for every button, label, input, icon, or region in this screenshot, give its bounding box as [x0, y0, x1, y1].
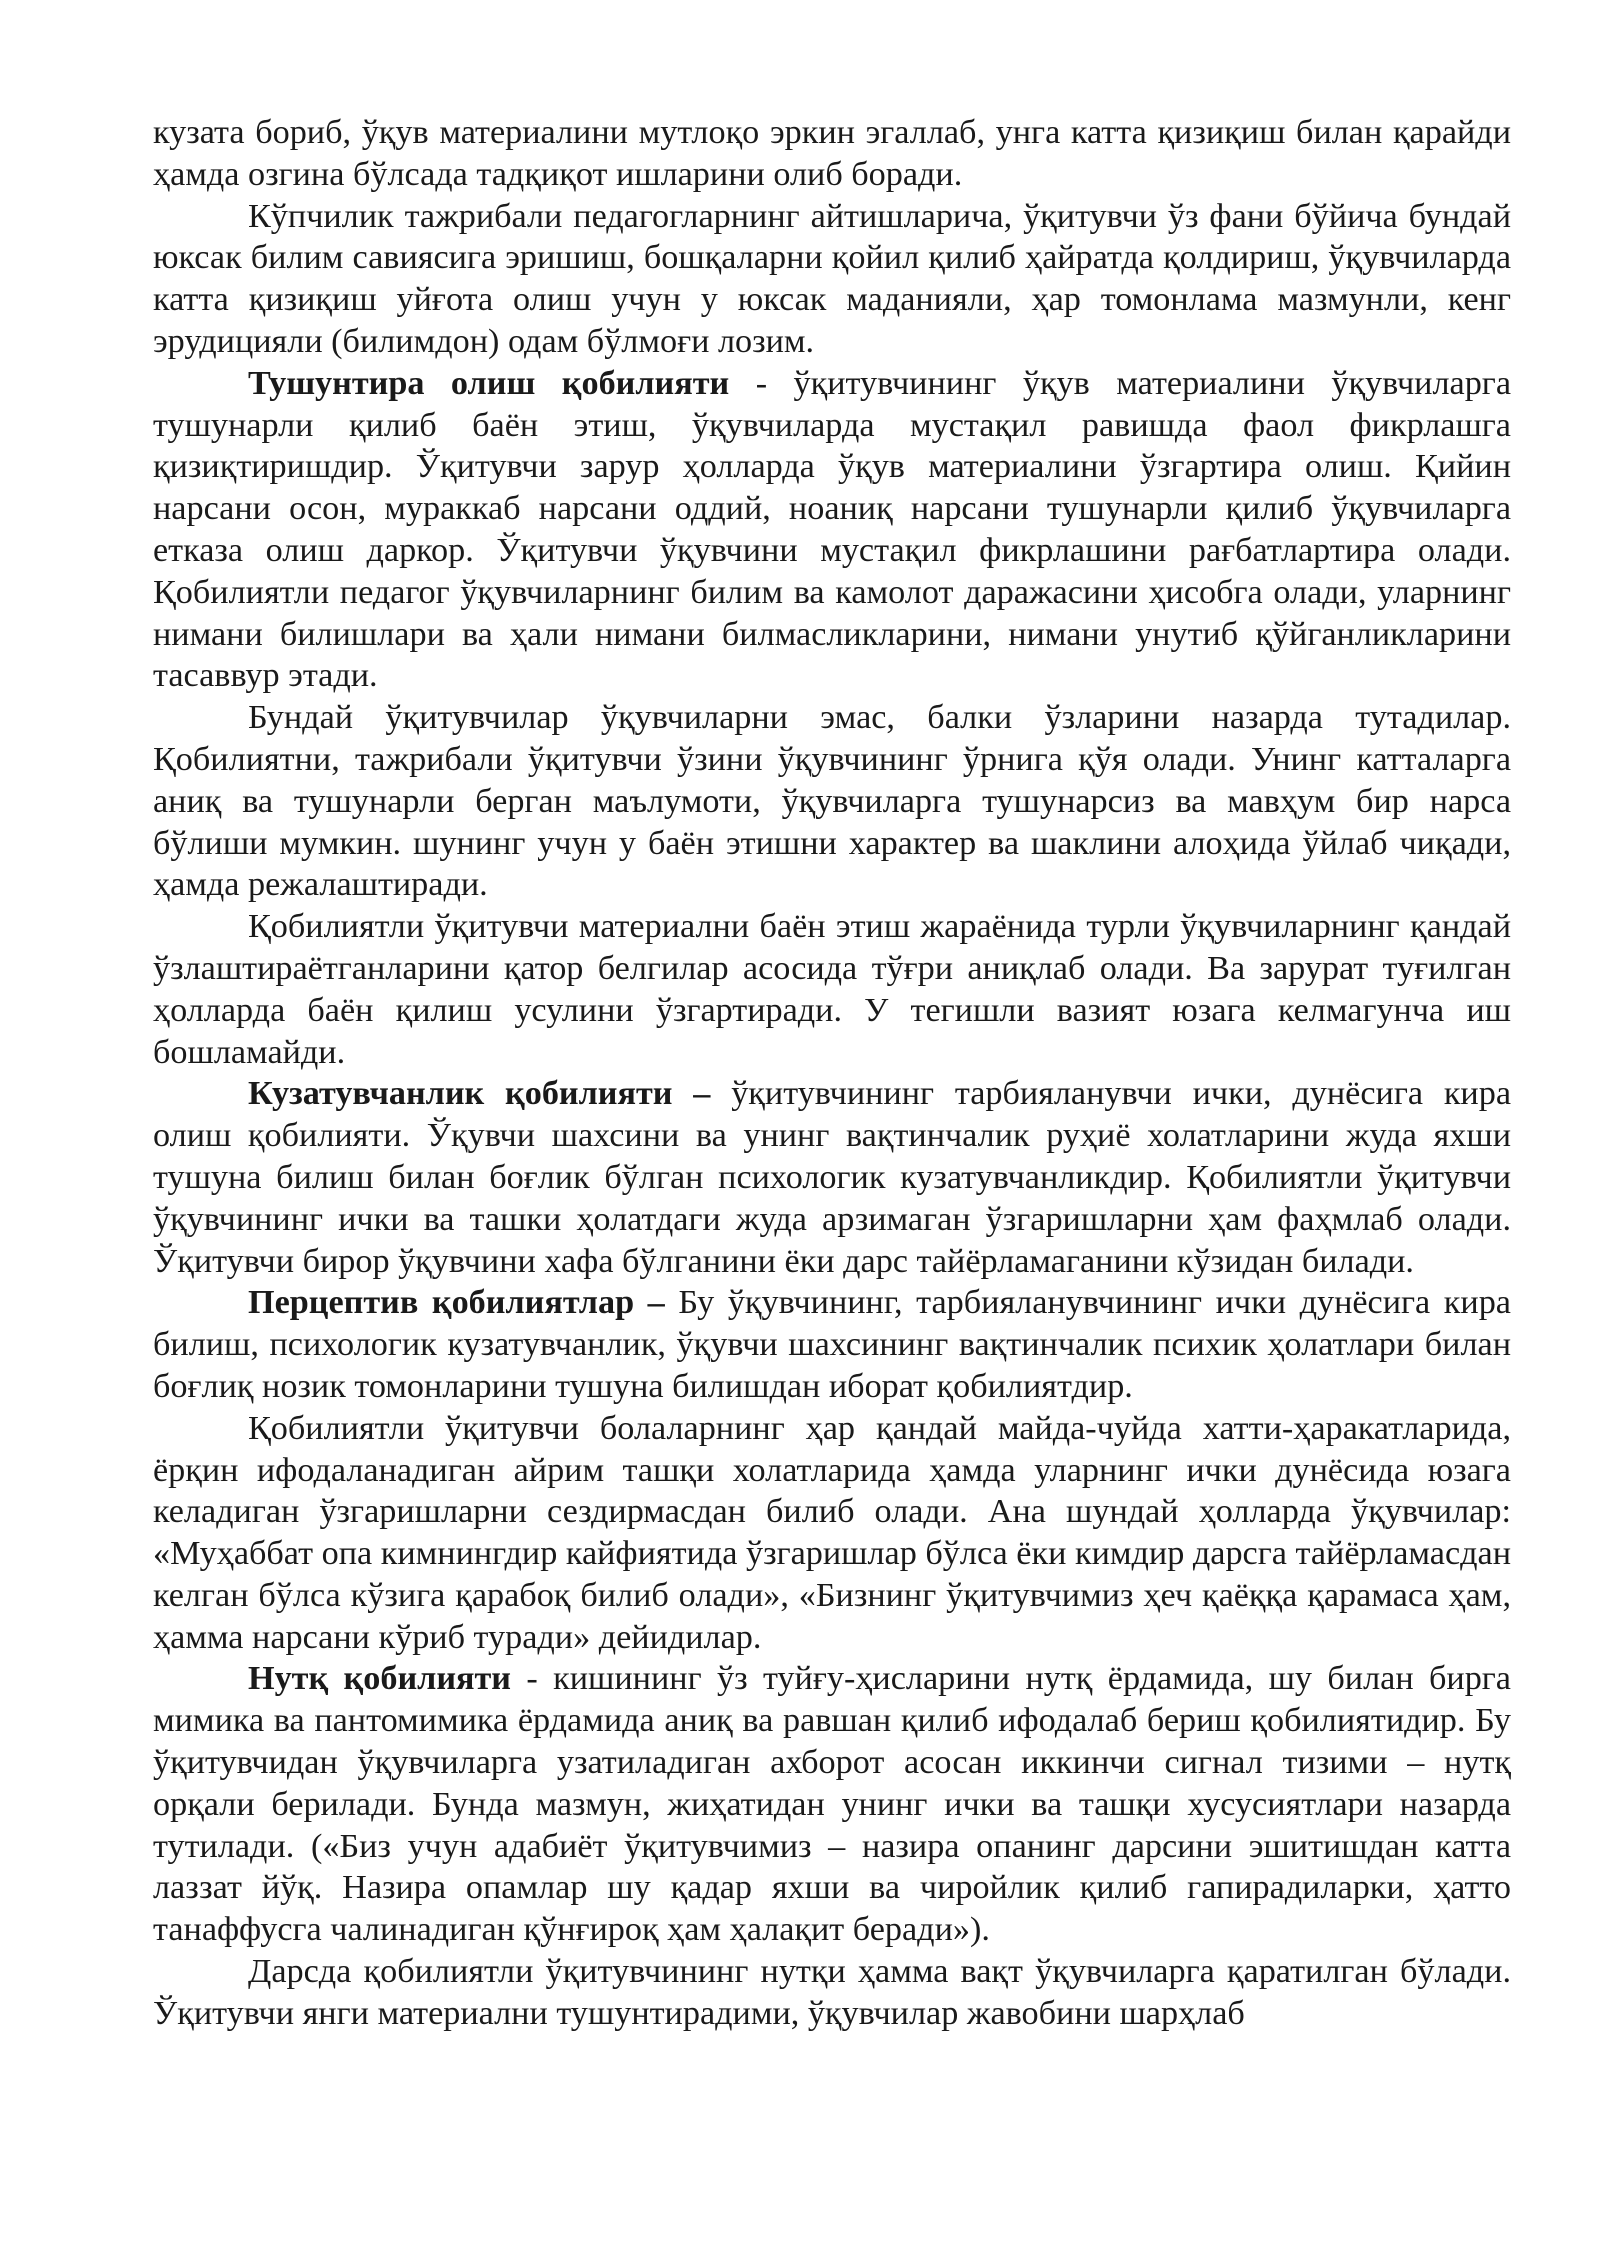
- paragraph-3-text: - ўқитувчининг ўқув материалини ўқувчиларга тушунарли қилиб баён этиш, ўқувчиларда мустақил равишда фаол фикрлашга қизиқтиришдир. Ўқитувчи зарур ҳолларда ўқув материалини ўзгартира олиш. Қийин нарсани осон, мураккаб нарсани оддий, ноаниқ нарсани тушунарли қилиб ўқувчиларга етказа олиш даркор. Ўқитувчи ўқувчини мустақил фикрлашини рағбатлартира олади. Қобилиятли педагог ўқувчиларнинг билим ва камолот даражасини ҳисобга олади, уларнинг нимани билишлари ва ҳали нимани билмасликларини, нимани унутиб қўйганликларини тасаввур этади.: [153, 364, 1512, 695]
- paragraph-6-text: ўқитувчининг тарбияланувчи ички, дунёсига кира олиш қобилияти. Ўқувчи шахсини ва унинг вақтинчалик руҳиё холатларини жуда яхши тушуна билиш билан боғлик бўлган психологик кузатувчанликдир. Қобилиятли ўқитувчи ўқувчининг ички ва ташки ҳолатдаги жуда арзимаган ўзгаришларни ҳам фаҳмлаб олади. Ўқитувчи бирор ўқувчини хафа бўлганини ёки дарс тайёрламаганини кўзидан билади.: [153, 1075, 1511, 1280]
- paragraph-8-text: Қобилиятли ўқитувчи болаларнинг ҳар қандай майда-чуйда хатти-ҳаракатларида, ёрқин ифодаланадиган айрим ташқи холатларида ҳамда уларнинг ички дунёсида юзага келадиган ўзгаришларни сездирмасдан билиб олади. Ана шундай ҳолларда ўқувчилар: «Муҳаббат опа кимнингдир кайфиятида ўзгаришлар бўлса ёки кимдир дарсга тайёрламасдан келган бўлса кўзига қарабоқ билиб олади», «Бизнинг ўқитувчимиз ҳеч қаёққа қарамаса ҳам, ҳамма нарсани кўриб туради» дейидилар.: [153, 1409, 1511, 1656]
- paragraph-4: [153, 697, 1511, 906]
- paragraph-2-text: Кўпчилик тажрибали педагогларнинг айтишларича, ўқитувчи ўз фани бўйича бундай юксак билим савиясига эришиш, бошқаларни қойил қилиб ҳайратда қолдириш, ўқувчиларда катта қизиқиш уйғота олиш учун у юксак маданияли, ҳар томонлама мазмунли, кенг эрудицияли (билимдон) одам бўлмоғи лозим.: [153, 197, 1511, 360]
- paragraph-3-heading: Тушунтира олиш қобилияти: [248, 364, 730, 402]
- paragraph-5-text: Қобилиятли ўқитувчи материални баён этиш жараёнида турли ўқувчиларнинг қандай ўзлаштираётганларини қатор белгилар асосида тўғри аниқлаб олади. Ва зарурат туғилган ҳолларда баён қилиш усулини ўзгартиради. У тегишли вазият юзага келмагунча иш бошламайди.: [153, 908, 1511, 1071]
- paragraph-10: [153, 1951, 1511, 2035]
- paragraph-9-heading: Нутқ қобилияти: [248, 1660, 512, 1698]
- paragraph-4-text: Бундай ўқитувчилар ўқувчиларни эмас, балки ўзларини назарда тутадилар. Қобилиятни, тажрибали ўқитувчи ўзини ўқувчининг ўрнига қўя олади. Унинг катталарга аниқ ва тушунарли берган маълумоти, ўқувчиларга тушунарсиз ва мавҳум бир нарса бўлиши мумкин. шунинг учун у баён этишни характер ва шаклини алоҳида ўйлаб чиқади, ҳамда режалаштиради.: [153, 699, 1511, 904]
- paragraph-7: [153, 1282, 1511, 1407]
- paragraph-1-text: кузата бориб, ўқув материалини мутлоқо эркин эгаллаб, унга катта қизиқиш билан қарайди ҳамда озгина бўлсада тадқиқот ишларини олиб боради.: [153, 114, 1511, 193]
- paragraph-7-text: Бу ўқувчининг, тарбияланувчининг ички дунёсига кира билиш, психологик кузатувчанлик, ўқувчи шахсининг вақтинчалик психик ҳолатлари билан боғлиқ нозик томонларини тушуна билишдан иборат қобилиятдир.: [153, 1284, 1511, 1405]
- paragraph-9-text: - кишининг ўз туйғу-ҳисларини нутқ ёрдамида, шу билан бирга мимика ва пантомимика ёрдамида аниқ ва равшан қилиб ифодалаб бериш қобилиятидир. Бу ўқитувчидан ўқувчиларга узатиладиган ахборот асосан иккинчи сигнал тизими – нутқ орқали берилади. Бунда мазмун, жиҳатидан унинг ички ва ташқи хусусиятлари назарда тутилади. («Биз учун адабиёт ўқитувчимиз – назира опанинг дарсини эшитишдан катта лаззат йўқ. Назира опамлар шу қадар яхши ва чиройлик қилиб гапирадиларки, ҳатто танаффусга чалинадиган қўнғироқ ҳам ҳалақит беради»).: [153, 1660, 1511, 1949]
- paragraph-5: [153, 906, 1511, 1073]
- paragraph-8: [153, 1408, 1511, 1659]
- paragraph-2: [153, 196, 1511, 363]
- paragraph-6-heading: Кузатувчанлик қобилияти –: [248, 1075, 711, 1113]
- paragraph-10-text: Дарсда қобилиятли ўқитувчининг нутқи ҳамма вақт ўқувчиларга қаратилган бўлади. Ўқитувчи янги материални тушунтирадими, ўқувчилар жавобини шарҳлаб: [153, 1953, 1511, 2032]
- paragraph-1: [153, 112, 1511, 196]
- paragraph-3: [153, 363, 1511, 697]
- paragraph-9: [153, 1658, 1511, 1951]
- paragraph-7-heading: Перцептив қобилиятлар –: [248, 1284, 665, 1322]
- document-page: [153, 112, 1511, 2035]
- paragraph-6: [153, 1073, 1511, 1282]
